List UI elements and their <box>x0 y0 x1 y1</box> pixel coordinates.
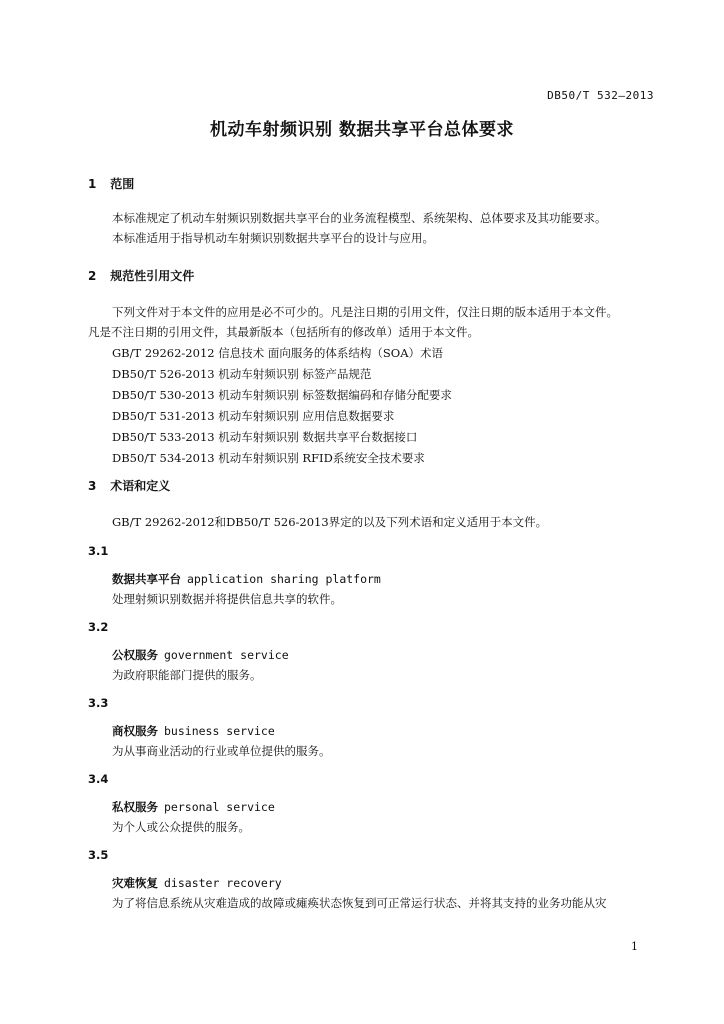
section-heading-references <box>88 267 194 284</box>
section-number: 2 <box>88 269 97 283</box>
reference-item: GB/T 29262-2012 信息技术 面向服务的体系结构（SOA）术语 <box>112 346 443 360</box>
term-number: 3.3 <box>88 696 109 710</box>
term-definition: 处理射频识别数据并将提供信息共享的软件。 <box>112 592 342 606</box>
references-intro-line-2: 凡是不注日期的引用文件，其最新版本（包括所有的修改单）适用于本文件。 <box>88 325 479 339</box>
term-name <box>112 799 275 815</box>
term-definition: 为了将信息系统从灾难造成的故障或瘫痪状态恢复到可正常运行状态、并将其支持的业务功能从灾 <box>112 896 607 910</box>
term-zh: 公权服务 <box>112 648 158 662</box>
term-name <box>112 571 381 587</box>
scope-paragraph-1: 本标准规定了机动车射频识别数据共享平台的业务流程模型、系统架构、总体要求及其功能要求。 <box>112 211 607 225</box>
term-name <box>112 723 275 739</box>
term-en: application sharing platform <box>187 572 381 586</box>
section-heading-terms <box>88 477 170 494</box>
scope-paragraph-2: 本标准适用于指导机动车射频识别数据共享平台的设计与应用。 <box>112 231 434 245</box>
standard-code: DB50/T 532—2013 <box>547 89 654 102</box>
term-zh: 灾难恢复 <box>112 876 158 890</box>
term-number: 3.4 <box>88 772 109 786</box>
term-en: government service <box>164 648 289 662</box>
section-number: 1 <box>88 177 97 191</box>
reference-item: DB50/T 531-2013 机动车射频识别 应用信息数据要求 <box>112 409 395 423</box>
references-intro-line-1: 下列文件对于本文件的应用是必不可少的。凡是注日期的引用文件，仅注日期的版本适用于本文件。 <box>112 305 618 319</box>
term-number: 3.1 <box>88 544 109 558</box>
terms-intro: GB/T 29262-2012和DB50/T 526-2013界定的以及下列术语和定义适用于本文件。 <box>112 515 548 529</box>
reference-item: DB50/T 530-2013 机动车射频识别 标签数据编码和存储分配要求 <box>112 388 452 402</box>
term-definition: 为从事商业活动的行业或单位提供的服务。 <box>112 744 331 758</box>
section-title: 规范性引用文件 <box>110 269 195 283</box>
term-number: 3.2 <box>88 620 109 634</box>
reference-item: DB50/T 526-2013 机动车射频识别 标签产品规范 <box>112 367 372 381</box>
page-number: 1 <box>631 940 638 953</box>
section-heading-scope <box>88 175 134 192</box>
term-en: disaster recovery <box>164 876 282 890</box>
term-name <box>112 875 282 891</box>
term-zh: 商权服务 <box>112 724 158 738</box>
term-en: personal service <box>164 800 275 814</box>
section-title: 术语和定义 <box>110 479 171 493</box>
term-name <box>112 647 289 663</box>
term-number: 3.5 <box>88 848 109 862</box>
section-number: 3 <box>88 479 97 493</box>
term-en: business service <box>164 724 275 738</box>
term-definition: 为个人或公众提供的服务。 <box>112 820 250 834</box>
term-zh: 数据共享平台 <box>112 572 181 586</box>
term-definition: 为政府职能部门提供的服务。 <box>112 668 262 682</box>
reference-item: DB50/T 534-2013 机动车射频识别 RFID系统安全技术要求 <box>112 451 425 465</box>
reference-item: DB50/T 533-2013 机动车射频识别 数据共享平台数据接口 <box>112 430 418 444</box>
document-title: 机动车射频识别 数据共享平台总体要求 <box>210 120 514 140</box>
term-zh: 私权服务 <box>112 800 158 814</box>
section-title: 范围 <box>110 177 135 191</box>
